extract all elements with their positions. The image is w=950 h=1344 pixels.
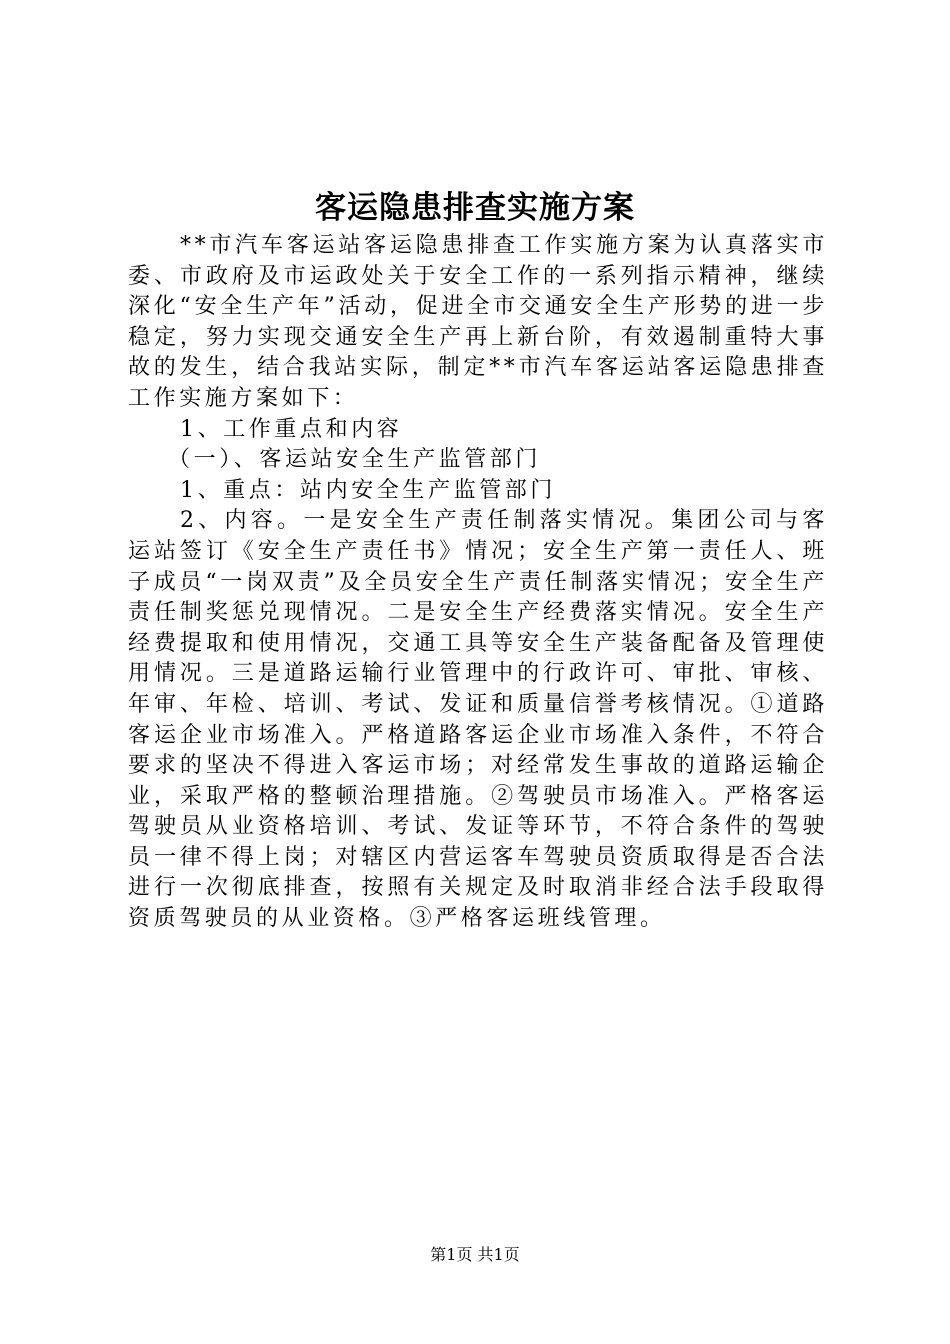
intro-paragraph: **市汽车客运站客运隐患排查工作实施方案为认真落实市委、市政府及市运政处关于安全工作的一系列指示精神，继续深化“安全生产年”活动，促进全市交通安全生产形势的进一步稳定，努力实现交通安全生产再上新台阶，有效遏制重特大事故的发生，结合我站实际，制定**市汽车客运站客运隐患排查工作实施方案如下： <box>128 233 828 411</box>
page-footer: 第1页 共1页 <box>430 1245 520 1264</box>
key-point-item: 1、重点：站内安全生产监管部门 <box>180 477 556 503</box>
document-body <box>128 231 828 935</box>
subsection-heading: （一）、客运站安全生产监管部门 <box>168 447 542 473</box>
section-heading: 1、工作重点和内容 <box>180 416 403 442</box>
document-title: 客运隐患排查实施方案 <box>315 190 635 226</box>
content-paragraph: 2、内容。一是安全生产责任制落实情况。集团公司与客运站签订《安全生产责任书》情况；安全生产第一责任人、班子成员“一岗双责”及全员安全生产责任制落实情况；安全生产责任制奖惩兑现情况。二是安全生产经费落实情况。安全生产经费提取和使用情况，交通工具等安全生产装备配备及管理使用情况。三是道路运输行业管理中的行政许可、审批、审核、年审、年检、培训、考试、发证和质量信誉考核情况。①道路客运企业市场准入。严格道路客运企业市场准入条件，不符合要求的坚决不得进入客运市场；对经常发生事故的道路运输企业，采取严格的整顿治理措施。②驾驶员市场准入。严格客运驾驶员从业资格培训、考试、发证等环节，不符合条件的驾驶员一律不得上岗；对辖区内营运客车驾驶员资质取得是否合法进行一次彻底排查，按照有关规定及时取消非经合法手段取得资质驾驶员的从业资格。③严格客运班线管理。 <box>128 508 828 932</box>
